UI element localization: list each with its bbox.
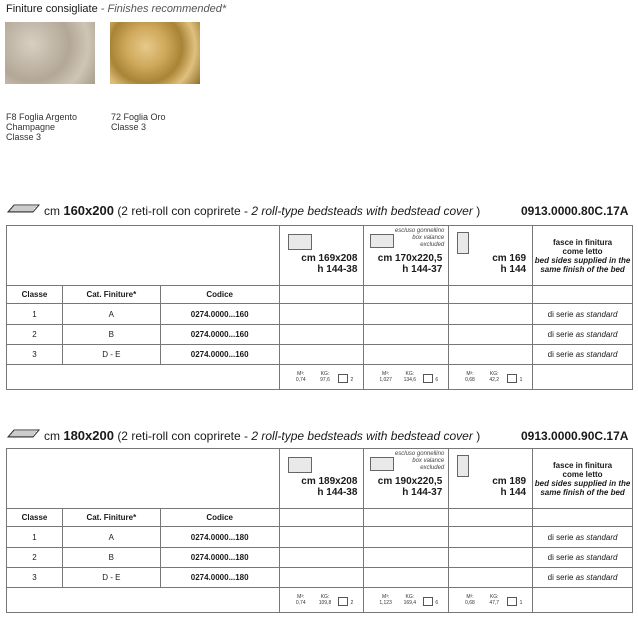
package-icon: [423, 597, 433, 606]
swatch-label-line: F8 Foglia Argento: [6, 112, 78, 122]
cell-standard: [533, 567, 633, 587]
cell-classe: 2: [7, 547, 63, 567]
table-row: [7, 527, 633, 547]
specs-row: [7, 587, 633, 612]
description-en: 2 roll-type bedsteads with bedstead cover: [251, 429, 473, 443]
cell-cat: A: [62, 304, 160, 324]
bed-icon: [288, 234, 312, 250]
variant-height: h 144-37: [402, 487, 443, 498]
package-icon: [338, 597, 348, 606]
std-it: di serie: [547, 572, 574, 582]
cell-standard: [533, 324, 633, 344]
description-it: (2 reti-roll con coprirete -: [117, 204, 249, 218]
cell-codice: 0274.0000...160: [160, 324, 279, 344]
kg-value: 134,6: [403, 376, 417, 383]
variant-headboard: [449, 226, 533, 286]
bed-slats-icon: [6, 203, 40, 215]
finish-header-line: bed sides supplied in the: [534, 255, 631, 265]
finish-header-line: fasce in finitura: [553, 460, 613, 470]
package-icon: [507, 597, 517, 606]
variant-size: cm 189: [492, 476, 527, 487]
cell-standard: [533, 304, 633, 324]
bed-icon: [288, 457, 312, 473]
cell-cat: D - E: [62, 344, 160, 364]
swatch-label-line: 72 Foglia Oro: [111, 112, 166, 122]
cell-cat: A: [62, 527, 160, 547]
variant-bed-box: [364, 449, 449, 509]
kg-value: 47,7: [489, 599, 500, 606]
kg-value: 109,8: [318, 599, 332, 606]
variant-size: cm 190x220,5: [377, 476, 443, 487]
cell-cat: B: [62, 324, 160, 344]
finish-header-line: come letto: [562, 246, 603, 256]
std-en: as standard: [575, 572, 618, 582]
note-line: box valance: [412, 235, 445, 241]
m3-label: M³:: [381, 370, 390, 377]
col-cat: Cat. Finiture*: [62, 509, 160, 527]
variant-height: h 144-37: [402, 264, 443, 275]
variant-bed: [279, 449, 364, 509]
kg-label: KG:: [405, 370, 415, 377]
col-cat: Cat. Finiture*: [62, 286, 160, 304]
std-it: di serie: [547, 349, 574, 359]
cell-classe: 3: [7, 344, 63, 364]
finish-header-cell: [533, 226, 633, 286]
header-spacer: [7, 226, 280, 286]
variant-size: cm 170x220,5: [377, 253, 443, 264]
col-codice: Codice: [160, 286, 279, 304]
package-count: 1: [519, 376, 523, 383]
kg-value: 42,2: [489, 376, 500, 383]
kg-value: 97,6: [320, 376, 330, 383]
swatch-label-silver: [6, 112, 77, 142]
cell-classe: 1: [7, 527, 63, 547]
swatch-label-line: Classe 3: [6, 132, 42, 142]
finish-header-cell: [533, 449, 633, 509]
size-value: 160x200: [63, 203, 114, 218]
kg-label: KG:: [489, 593, 499, 600]
m3-value: 1,123: [379, 599, 392, 606]
kg-value: 169,4: [403, 599, 417, 606]
finish-header-line: same finish of the bed: [540, 264, 625, 274]
finishes-title-it: Finiture consigliate: [6, 3, 98, 15]
cell-classe: 2: [7, 324, 63, 344]
spec-cell: [364, 587, 449, 612]
col-classe: Classe: [7, 509, 63, 527]
variant-headboard: [449, 449, 533, 509]
section-title: [44, 428, 480, 443]
m3-label: M³:: [466, 593, 474, 600]
note-line: excluded: [420, 242, 445, 248]
bed-slats-icon: [6, 428, 40, 440]
std-it: di serie: [547, 329, 574, 339]
cell-codice: 0274.0000...180: [160, 567, 279, 587]
article-code: 0913.0000.90C.17A: [521, 429, 629, 443]
table-row: [7, 547, 633, 567]
size-prefix: cm: [44, 429, 60, 443]
package-icon: [338, 374, 348, 383]
swatch-gold-leaf: [110, 22, 200, 84]
cell-standard: [533, 527, 633, 547]
m3-value: 1,027: [379, 376, 392, 383]
variant-note: [395, 228, 444, 249]
swatch-silver-champagne: [5, 22, 95, 84]
table-row: [7, 304, 633, 324]
swatch-label-line: Champagne: [6, 122, 56, 132]
kg-label: KG:: [405, 593, 415, 600]
package-count: 2: [350, 599, 354, 606]
finish-header-line: fasce in finitura: [553, 237, 613, 247]
cell-standard: [533, 547, 633, 567]
std-en: as standard: [575, 532, 618, 542]
swatch-label-gold: [111, 112, 166, 132]
variant-height: h 144: [500, 487, 527, 498]
headboard-icon: [457, 232, 469, 254]
std-it: di serie: [547, 309, 574, 319]
spec-cell: [279, 364, 364, 389]
note-line: escluso gonnellino: [394, 451, 445, 457]
col-codice: Codice: [160, 509, 279, 527]
m3-value: 0,68: [465, 376, 475, 383]
m3-label: M³:: [297, 370, 305, 377]
kg-label: KG:: [489, 370, 499, 377]
description-close: ): [476, 429, 481, 443]
variant-note: [395, 451, 444, 472]
section-title: [44, 203, 480, 218]
spec-cell: [279, 587, 364, 612]
description-en: 2 roll-type bedsteads with bedstead cover: [251, 204, 473, 218]
kg-label: KG:: [320, 593, 330, 600]
std-it: di serie: [547, 532, 574, 542]
cell-classe: 1: [7, 304, 63, 324]
cell-standard: [533, 344, 633, 364]
variant-bed: [279, 226, 364, 286]
variant-height: h 144-38: [317, 264, 358, 275]
std-it: di serie: [547, 552, 574, 562]
spec-cell: [449, 364, 533, 389]
header-spacer: [7, 449, 280, 509]
spec-cell: [449, 587, 533, 612]
bed-box-icon: [370, 457, 394, 471]
variant-size: cm 169: [492, 253, 527, 264]
finish-header-line: bed sides supplied in the: [534, 478, 631, 488]
size-prefix: cm: [44, 204, 60, 218]
package-count: 1: [519, 599, 523, 606]
kg-label: KG:: [320, 370, 330, 377]
article-code: 0913.0000.80C.17A: [521, 204, 629, 218]
table-row: [7, 324, 633, 344]
cell-cat: B: [62, 547, 160, 567]
m3-value: 0,68: [465, 599, 475, 606]
finishes-title-en: Finishes recommended*: [107, 3, 227, 15]
m3-label: M³:: [466, 370, 474, 377]
note-line: box valance: [412, 458, 445, 464]
variant-size: cm 169x208: [301, 253, 358, 264]
price-table: [6, 448, 633, 613]
specs-row: [7, 364, 633, 389]
cell-codice: 0274.0000...180: [160, 547, 279, 567]
variant-bed-box: [364, 226, 449, 286]
description-close: ): [476, 204, 481, 218]
swatch-label-line: Classe 3: [111, 122, 147, 132]
cell-cat: D - E: [62, 567, 160, 587]
finish-header-line: same finish of the bed: [540, 487, 625, 497]
price-table: [6, 225, 633, 390]
cell-codice: 0274.0000...180: [160, 527, 279, 547]
std-en: as standard: [575, 329, 618, 339]
package-count: 2: [350, 376, 354, 383]
package-count: 6: [435, 599, 439, 606]
package-count: 6: [435, 376, 439, 383]
cell-codice: 0274.0000...160: [160, 304, 279, 324]
package-icon: [507, 374, 517, 383]
note-line: excluded: [420, 465, 445, 471]
bed-box-icon: [370, 234, 394, 248]
std-en: as standard: [575, 309, 618, 319]
std-en: as standard: [575, 552, 618, 562]
col-classe: Classe: [7, 286, 63, 304]
table-row: [7, 344, 633, 364]
m3-label: M³:: [381, 593, 390, 600]
std-en: as standard: [575, 349, 618, 359]
table-row: [7, 567, 633, 587]
variant-size: cm 189x208: [301, 476, 358, 487]
package-icon: [423, 374, 433, 383]
m3-label: M³:: [297, 593, 305, 600]
variant-height: h 144: [500, 264, 527, 275]
finishes-title: Finiture consigliate - Finishes recommended*: [6, 3, 227, 15]
size-value: 180x200: [63, 428, 114, 443]
finish-header-line: come letto: [562, 469, 603, 479]
headboard-icon: [457, 455, 469, 477]
note-line: escluso gonnellino: [394, 228, 445, 234]
m3-value: 0,74: [295, 376, 306, 383]
spec-cell: [364, 364, 449, 389]
variant-height: h 144-38: [317, 487, 358, 498]
description-it: (2 reti-roll con coprirete -: [117, 429, 249, 443]
cell-classe: 3: [7, 567, 63, 587]
cell-codice: 0274.0000...160: [160, 344, 279, 364]
m3-value: 0,74: [295, 599, 306, 606]
